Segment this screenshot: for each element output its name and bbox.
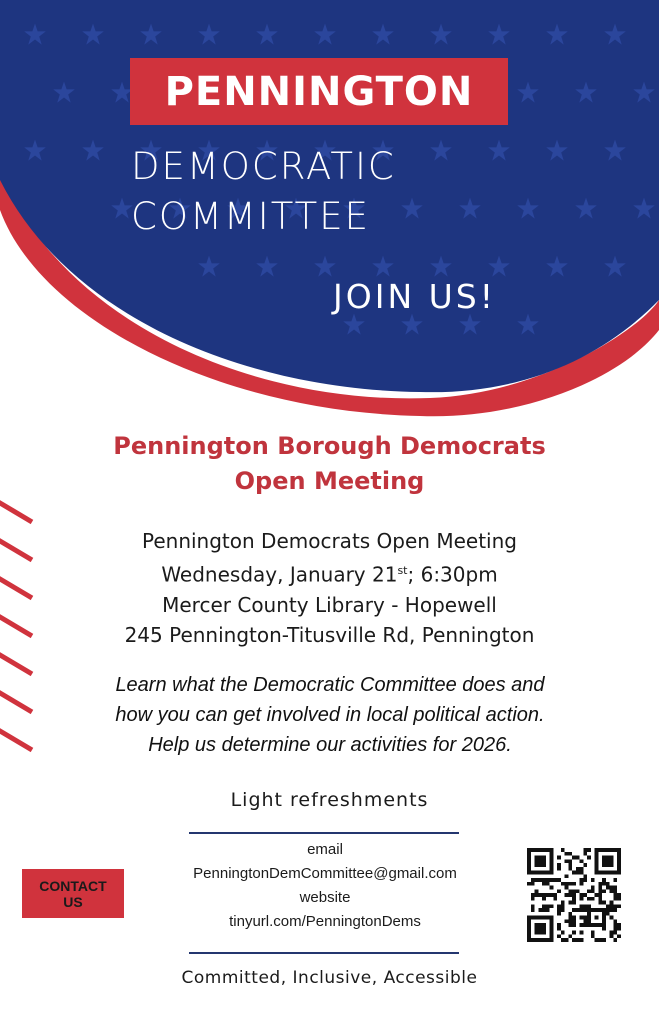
contact-line1: CONTACT [39, 877, 107, 894]
qr-code-icon [527, 848, 621, 942]
description-line2: how you can get involved in local political action. [115, 704, 545, 726]
tagline: Committed, Inclusive, Accessible [181, 968, 478, 988]
title-box [130, 58, 508, 125]
event-day: Wednesday, January 21 [161, 562, 398, 587]
contact-us-badge [22, 869, 124, 918]
description-line3: Help us determine our activities for 2026. [148, 734, 512, 756]
website-url: tinyurl.com/PenningtonDems [229, 913, 421, 930]
contact-info [160, 838, 490, 934]
event-details [0, 526, 659, 650]
event-time: ; 6:30pm [407, 562, 498, 587]
email-address: PenningtonDemCommittee@gmail.com [193, 865, 457, 882]
description [40, 670, 620, 760]
refreshments-note: Light refreshments [230, 789, 429, 811]
event-address: 245 Pennington-Titusville Rd, Pennington [124, 622, 535, 647]
event-venue: Mercer County Library - Hopewell [162, 592, 497, 617]
divider-bottom [189, 952, 459, 954]
email-label: email [307, 841, 343, 858]
join-us-text: JOIN US! [333, 277, 496, 316]
description-line1: Learn what the Democratic Committee does and [115, 674, 545, 696]
event-name: Pennington Democrats Open Meeting [142, 529, 517, 553]
subtitle-line2: COMMITTEE [131, 195, 371, 238]
divider-top [189, 832, 459, 834]
subtitle-line1: DEMOCRATIC [131, 145, 396, 188]
heading-line2: Open Meeting [234, 467, 425, 495]
title: PENNINGTON [164, 68, 474, 115]
event-day-suffix: st [397, 564, 408, 577]
contact-line2: US [63, 893, 83, 910]
event-datetime [0, 556, 659, 590]
website-label: website [299, 889, 351, 906]
heading-line1: Pennington Borough Democrats [113, 432, 546, 460]
